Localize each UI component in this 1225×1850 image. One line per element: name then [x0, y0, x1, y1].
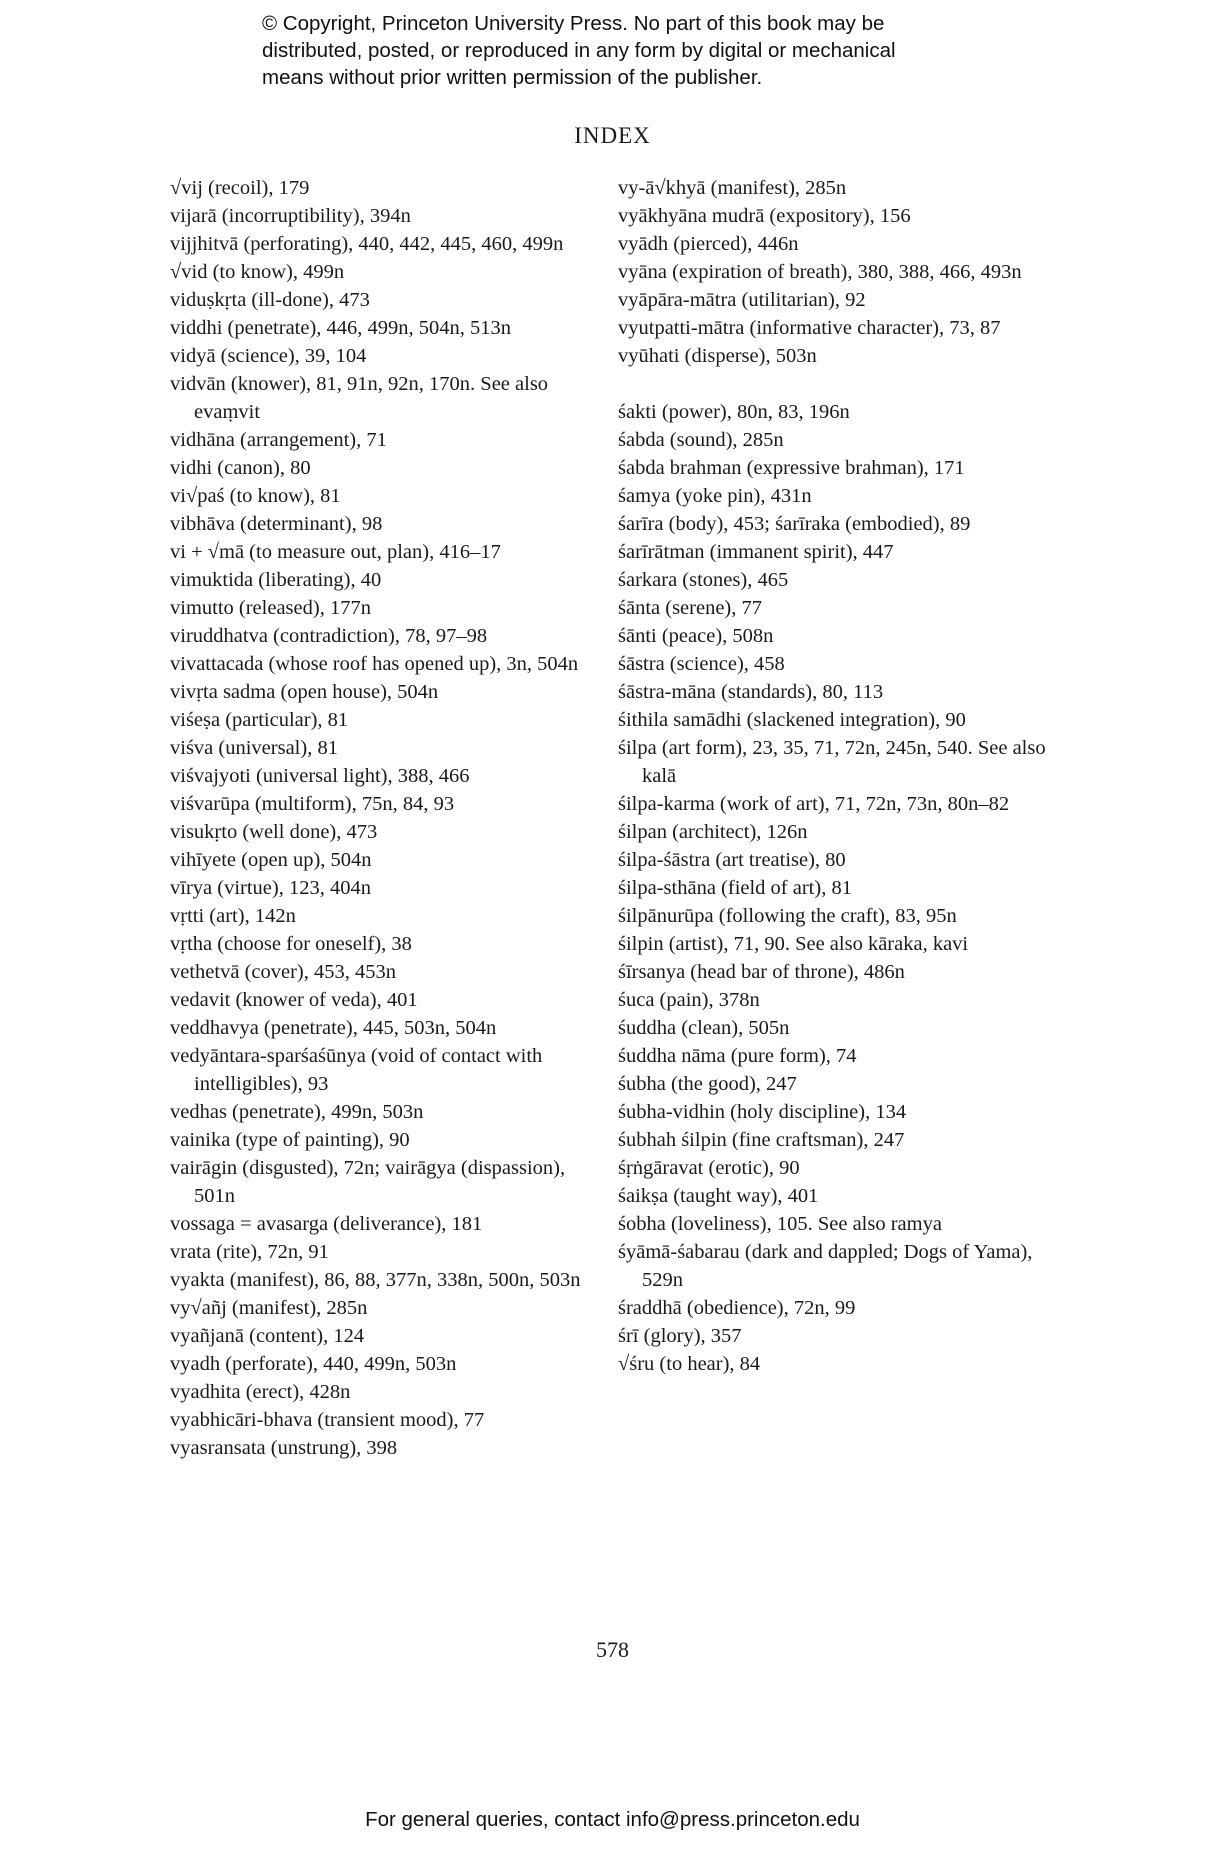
- index-entry: śubha (the good), 247: [618, 1073, 797, 1095]
- index-entry: śāstra-māna (standards), 80, 113: [618, 681, 884, 703]
- index-entry: vyañjanā (content), 124: [170, 1325, 365, 1347]
- index-entry: śarkara (stones), 465: [618, 569, 789, 591]
- index-entry: śāstra (science), 458: [618, 653, 785, 675]
- index-entry: śilpa-śāstra (art treatise), 80: [618, 849, 846, 871]
- index-entry: śilpānurūpa (following the craft), 83, 95n: [618, 905, 957, 927]
- index-entry: vimutto (released), 177n: [170, 597, 371, 619]
- index-entry: vairāgin (disgusted), 72n; vairāgya (dispassion), 501n: [170, 1157, 571, 1207]
- index-entry: śīrsanya (head bar of throne), 486n: [618, 961, 905, 983]
- index-entry: vethetvā (cover), 453, 453n: [170, 961, 396, 983]
- index-entry: śuddha nāma (pure form), 74: [618, 1045, 857, 1067]
- index-entry: viśvajyoti (universal light), 388, 466: [170, 765, 470, 787]
- index-entry: vi + √mā (to measure out, plan), 416–17: [170, 541, 501, 563]
- index-entry: śilpin (artist), 71, 90. See also kāraka, kavi: [618, 933, 969, 955]
- index-entry: vyadhita (erect), 428n: [170, 1381, 351, 1403]
- copyright-notice: [262, 10, 982, 91]
- index-entry: vyutpatti-mātra (informative character), 73, 87: [618, 317, 1001, 339]
- index-entry: vīrya (virtue), 123, 404n: [170, 877, 371, 899]
- index-entry: śuddha (clean), 505n: [618, 1017, 790, 1039]
- index-entry: śilpa-sthāna (field of art), 81: [618, 877, 852, 899]
- index-entry: śilpa (art form), 23, 35, 71, 72n, 245n, 540. See also kalā: [618, 737, 1051, 787]
- index-entry: vrata (rite), 72n, 91: [170, 1241, 329, 1263]
- index-entry: vṛtha (choose for oneself), 38: [170, 933, 412, 955]
- index-entry: viśva (universal), 81: [170, 737, 338, 759]
- footer-contact: For general queries, contact info@press.princeton.edu: [365, 1808, 860, 1831]
- index-entry: śyāmā-śabarau (dark and dappled; Dogs of Yama), 529n: [618, 1241, 1038, 1291]
- index-entry: vṛtti (art), 142n: [170, 905, 296, 927]
- index-entry: vedavit (knower of veda), 401: [170, 989, 418, 1011]
- index-entry: śarīrātman (immanent spirit), 447: [618, 541, 894, 563]
- index-entry: vyāpāra-mātra (utilitarian), 92: [618, 289, 866, 311]
- index-entry: vyākhyāna mudrā (expository), 156: [618, 205, 911, 227]
- index-entry: vyakta (manifest), 86, 88, 377n, 338n, 500n, 503n: [170, 1269, 581, 1291]
- index-entry: vijjhitvā (perforating), 440, 442, 445, 460, 499n: [170, 233, 564, 255]
- page-number: 578: [596, 1637, 629, 1662]
- index-entry: śabda brahman (expressive brahman), 171: [618, 457, 965, 479]
- index-entry: vyāna (expiration of breath), 380, 388, 466, 493n: [618, 261, 1022, 283]
- copyright-line-3: means without prior written permission of the publisher.: [262, 66, 763, 89]
- index-entry: vainika (type of painting), 90: [170, 1129, 410, 1151]
- index-entry: visukṛto (well done), 473: [170, 821, 378, 843]
- index-entry: vivṛta sadma (open house), 504n: [170, 681, 439, 703]
- index-entry: vyādh (pierced), 446n: [618, 233, 799, 255]
- index-entry: √śru (to hear), 84: [618, 1353, 761, 1375]
- index-column-right: [618, 174, 1058, 1378]
- copyright-line-2: distributed, posted, or reproduced in any form by digital or mechanical: [262, 39, 896, 62]
- index-entry: vy√añj (manifest), 285n: [170, 1297, 368, 1319]
- index-entry: śamya (yoke pin), 431n: [618, 485, 812, 507]
- index-entry: śubhah śilpin (fine craftsman), 247: [618, 1129, 905, 1151]
- index-entry: śaikṣa (taught way), 401: [618, 1185, 819, 1207]
- index-entry: śilpa-karma (work of art), 71, 72n, 73n, 80n–82: [618, 793, 1010, 815]
- index-entry: vivattacada (whose roof has opened up), 3n, 504n: [170, 653, 579, 675]
- index-entry: viśeṣa (particular), 81: [170, 709, 349, 731]
- copyright-line-1: © Copyright, Princeton University Press. No part of this book may be: [262, 12, 885, 35]
- index-entry: vyasransata (unstrung), 398: [170, 1437, 398, 1459]
- index-entry: śilpan (architect), 126n: [618, 821, 808, 843]
- index-entry: vedhas (penetrate), 499n, 503n: [170, 1101, 424, 1123]
- index-entry: śakti (power), 80n, 83, 196n: [618, 401, 850, 423]
- index-entry: viśvarūpa (multiform), 75n, 84, 93: [170, 793, 455, 815]
- index-entry: śarīra (body), 453; śarīraka (embodied), 89: [618, 513, 971, 535]
- index-entry: viduṣkṛta (ill-done), 473: [170, 289, 370, 311]
- index-entry: śraddhā (obedience), 72n, 99: [618, 1297, 856, 1319]
- index-entry: viruddhatva (contradiction), 78, 97–98: [170, 625, 488, 647]
- index-entry: viddhi (penetrate), 446, 499n, 504n, 513n: [170, 317, 512, 339]
- index-entry: vedyāntara-sparśaśūnya (void of contact with intelligibles), 93: [170, 1045, 548, 1095]
- index-entry: veddhavya (penetrate), 445, 503n, 504n: [170, 1017, 497, 1039]
- index-entry: √vij (recoil), 179: [170, 177, 310, 199]
- index-entry: √vid (to know), 499n: [170, 261, 345, 283]
- index-entry: vy-ā√khyā (manifest), 285n: [618, 177, 847, 199]
- index-entry: vi√paś (to know), 81: [170, 485, 341, 507]
- index-entry: śubha-vidhin (holy discipline), 134: [618, 1101, 907, 1123]
- index-entry: śabda (sound), 285n: [618, 429, 784, 451]
- index-entry: vidvān (knower), 81, 91n, 92n, 170n. See also evaṃvit: [170, 373, 554, 423]
- index-entry: vidyā (science), 39, 104: [170, 345, 367, 367]
- index-entry: vidhi (canon), 80: [170, 457, 311, 479]
- index-entry: vijarā (incorruptibility), 394n: [170, 205, 411, 227]
- index-entry: vossaga = avasarga (deliverance), 181: [170, 1213, 483, 1235]
- index-column-left: [170, 174, 610, 1462]
- index-entry: vyabhicāri-bhava (transient mood), 77: [170, 1409, 485, 1431]
- index-entry: śrī (glory), 357: [618, 1325, 742, 1347]
- index-entry: vibhāva (determinant), 98: [170, 513, 383, 535]
- index-entry: śobha (loveliness), 105. See also ramya: [618, 1213, 942, 1235]
- index-entry: śuca (pain), 378n: [618, 989, 760, 1011]
- index-entry: vihīyete (open up), 504n: [170, 849, 372, 871]
- index-entry: vidhāna (arrangement), 71: [170, 429, 387, 451]
- index-entry: śānti (peace), 508n: [618, 625, 774, 647]
- index-entry: śānta (serene), 77: [618, 597, 763, 619]
- index-entry: śithila samādhi (slackened integration), 90: [618, 709, 966, 731]
- page-title: INDEX: [574, 123, 651, 148]
- index-entry: vyūhati (disperse), 503n: [618, 345, 817, 367]
- index-entry: śṛṅgāravat (erotic), 90: [618, 1157, 800, 1179]
- index-entry: vyadh (perforate), 440, 499n, 503n: [170, 1353, 457, 1375]
- index-entry: vimuktida (liberating), 40: [170, 569, 382, 591]
